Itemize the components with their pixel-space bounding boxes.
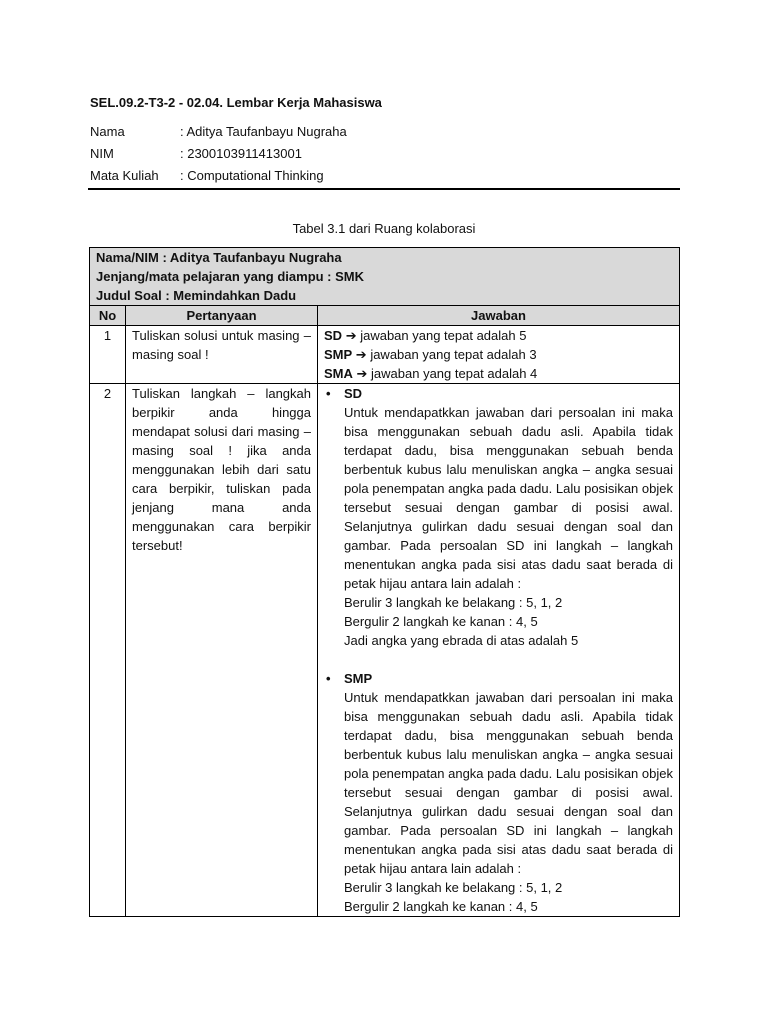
info-label: Nama (90, 124, 125, 139)
arrow-icon: ➔ (345, 328, 357, 343)
column-header-pertanyaan: Pertanyaan (126, 306, 318, 326)
answer-sma (324, 364, 673, 383)
info-row-mata-kuliah (90, 165, 680, 187)
row-number: 2 (90, 384, 126, 917)
answer-text: jawaban yang tepat adalah 5 (356, 328, 527, 343)
info-row-nim (90, 143, 680, 165)
answer-section-sd (318, 384, 673, 650)
document-title: SEL.09.2-T3-2 - 02.04. Lembar Kerja Mahasiswa (90, 95, 382, 110)
info-line-judul: Judul Soal : Memindahkan Dadu (96, 288, 297, 303)
question-cell: Tuliskan solusi untuk masing – masing soal ! (126, 326, 318, 384)
table-row (90, 326, 680, 384)
step-line: Berulir 3 langkah ke belakang : 5, 1, 2 (344, 595, 563, 610)
level-label: SMP (324, 347, 353, 362)
table-row (90, 384, 680, 917)
collaboration-table (89, 247, 680, 917)
student-info (90, 121, 680, 187)
answer-text: jawaban yang tepat adalah 3 (366, 347, 537, 362)
section-paragraph: Untuk mendapatkkan jawaban dari persoalan ini maka bisa menggunakan sebuah dadu asli. Apabila tidak terdapat dadu, bisa menggunakan sebuah benda berbentuk kubus lalu menuliskan angka – angka sesuai pola penempatan angka pada dadu. Lalu posisikan objek tersebut sesuai dengan gambar di posisi awal. Selanjutnya gulirkan dadu sesuai dengan soal dan gambar. Pada persoalan SD ini langkah – langkah menentukan angka pada sisi atas dadu saat berada di petak hijau antara lain adalah : (344, 690, 673, 876)
step-line: Jadi angka yang ebrada di atas adalah 5 (344, 633, 579, 648)
question-cell: Tuliskan langkah – langkah berpikir anda hingga mendapat solusi dari masing – masing soal ! jika anda menggunakan lebih dari satu cara berpikir, tuliskan pada jenjang mana anda menggunakan cara berpikir tersebut! (126, 384, 318, 917)
info-label: Mata Kuliah (90, 168, 159, 183)
column-header-no: No (90, 306, 126, 326)
table-caption: Tabel 3.1 dari Ruang kolaborasi (292, 221, 476, 236)
info-value: : 2300103911413001 (180, 146, 302, 161)
answer-cell (318, 326, 680, 384)
level-label: SD (324, 328, 343, 343)
bullet-icon: • (326, 386, 331, 401)
answer-section-smp (318, 669, 673, 916)
column-header-jawaban: Jawaban (318, 306, 680, 326)
arrow-icon: ➔ (356, 366, 368, 381)
table-header-row (90, 306, 680, 326)
step-line: Berulir 3 langkah ke belakang : 5, 1, 2 (344, 880, 563, 895)
table-info-cell (90, 248, 680, 306)
info-label: NIM (90, 146, 114, 161)
answer-text: jawaban yang tepat adalah 4 (367, 366, 538, 381)
info-value: : Aditya Taufanbayu Nugraha (180, 124, 347, 139)
step-line: Bergulir 2 langkah ke kanan : 4, 5 (344, 899, 538, 914)
step-line: Bergulir 2 langkah ke kanan : 4, 5 (344, 614, 538, 629)
spacer (318, 650, 673, 669)
answer-cell (318, 384, 680, 917)
table-info-row (90, 248, 680, 306)
arrow-icon: ➔ (355, 347, 367, 362)
level-label: SMA (324, 366, 353, 381)
section-title: SMP (344, 671, 373, 686)
info-line-nama: Nama/NIM : Aditya Taufanbayu Nugraha (96, 250, 342, 265)
section-title: SD (344, 386, 363, 401)
bullet-icon: • (326, 671, 331, 686)
section-paragraph: Untuk mendapatkkan jawaban dari persoalan ini maka bisa menggunakan sebuah dadu asli. Apabila tidak terdapat dadu, bisa menggunakan sebuah benda berbentuk kubus lalu menuliskan angka – angka sesuai pola penempatan angka pada dadu. Lalu posisikan objek tersebut sesuai dengan gambar di posisi awal. Selanjutnya gulirkan dadu sesuai dengan soal dan gambar. Pada persoalan SD ini langkah – langkah menentukan angka pada sisi atas dadu saat berada di petak hijau antara lain adalah : (344, 405, 673, 591)
answer-smp (324, 345, 673, 364)
info-value: : Computational Thinking (180, 168, 324, 183)
row-number: 1 (90, 326, 126, 384)
info-line-jenjang: Jenjang/mata pelajaran yang diampu : SMK (96, 269, 365, 284)
info-row-nama (90, 121, 680, 143)
divider (88, 188, 680, 190)
answer-sd (324, 326, 673, 345)
